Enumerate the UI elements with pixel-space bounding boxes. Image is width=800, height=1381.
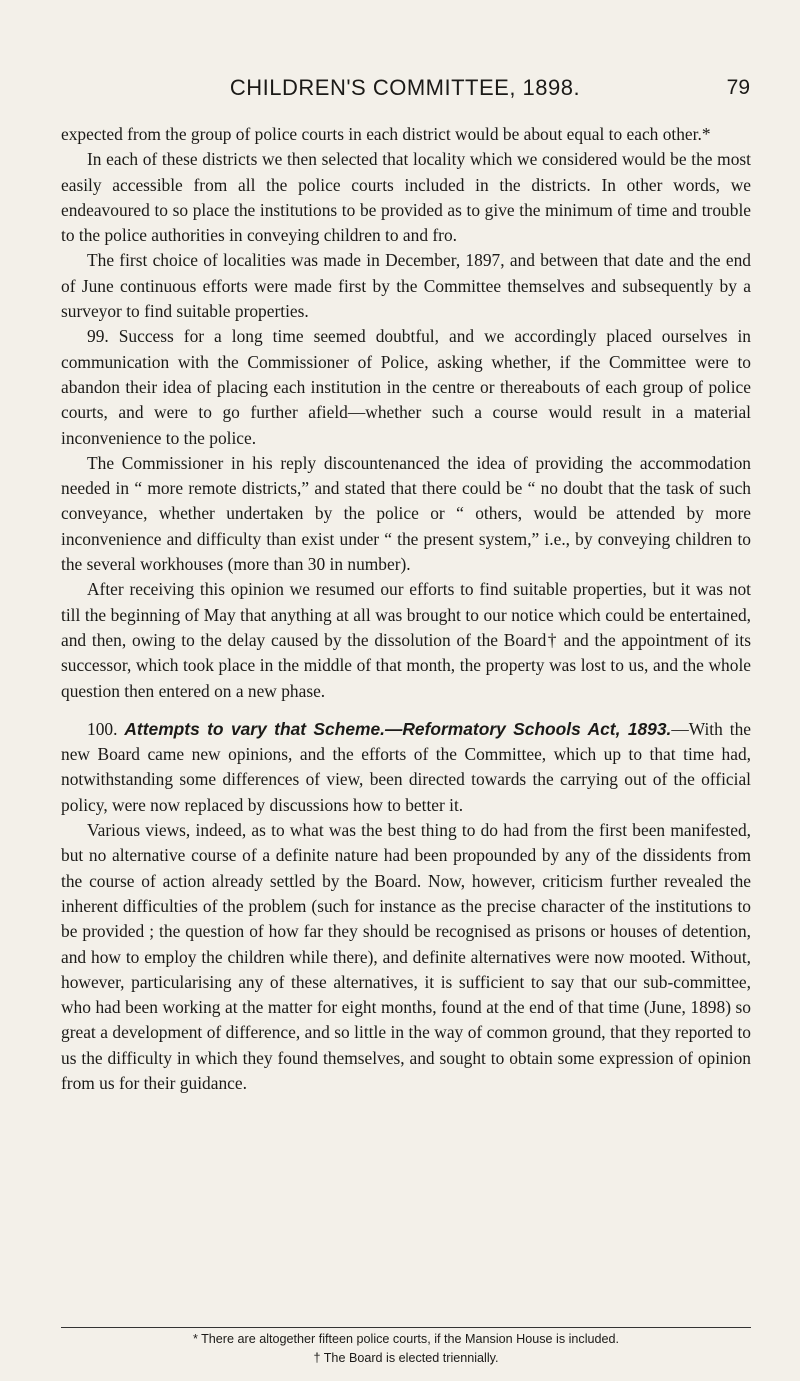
paragraph-99: 99. Success for a long time seemed doubtful, and we accordingly placed ourselves in communication with the Commissioner of Police, asking whether, if the Committee were to abandon their idea of placing each institution in the centre or thereabouts of each group of police courts, and were to go further afield—whether such a course would result in a material inconvenience to the police.: [61, 326, 751, 448]
footnotes: [61, 1330, 751, 1368]
section-heading: Attempts to vary that Scheme.—Reformatory Schools Act, 1893.: [124, 718, 672, 739]
footnote: * There are altogether fifteen police courts, if the Mansion House is included.: [192, 1332, 620, 1346]
paragraph: After receiving this opinion we resumed our efforts to find suitable properties, but it was not till the beginning of May that anything at all was brought to our notice which could be entertained, and then, owing to the delay caused by the dissolution of the Board† and the appointment of its successor, which took place in the middle of that month, the property was lost to us, and the whole question then entered on a new phase.: [61, 579, 751, 701]
paragraph: The first choice of localities was made in December, 1897, and between that date and the end of June continuous efforts were made first by the Committee themselves and subsequently by a surveyor to find suitable properties.: [61, 250, 751, 322]
paragraph: In each of these districts we then selected that locality which we considered would be the most easily accessible from all the police courts included in the districts. In other words, we endeavoured to so place the institutions to be provided as to give the minimum of time and trouble to the police authorities in conveying children to and fro.: [61, 149, 751, 246]
footnote-rule: [61, 1327, 751, 1328]
paragraph: expected from the group of police courts in each district would be about equal to each other.*: [61, 124, 711, 144]
footnote: † The Board is elected triennially.: [313, 1351, 499, 1365]
section-number: 100.: [87, 718, 118, 739]
paragraph: Various views, indeed, as to what was the best thing to do had from the first been manifested, but no alternative course of a definite nature had been propounded by any of the dissidents from the course of action already settled by the Board. Now, however, criticism further revealed the inherent difficulties of the problem (such for instance as the precise character of the institutions to be provided ; the question of how far they should be recognised as prisons or houses of detention, and how to employ the children while there), and definite alternatives were now mooted. Without, however, particularising any of these alternatives, it is sufficient to say that our sub-committee, who had been working at the matter for eight months, found at the end of that time (June, 1898) so great a development of difference, and so little in the way of common ground, that they reported to us the difficulty in which they found themselves, and sought to obtain some expression of opinion from us for their guidance.: [61, 820, 751, 1093]
paragraph-100: [61, 717, 751, 818]
section-text: —With the new Board came new opinions, and the efforts of the Committee, which up to that time had, notwithstanding some differences of view, been directed towards the carrying out of the official policy, were now replaced by discussions how to better it.: [61, 718, 751, 815]
body-text: [61, 122, 751, 1096]
page-number: 79: [726, 76, 750, 99]
running-title: CHILDREN'S COMMITTEE, 1898.: [229, 75, 581, 100]
paragraph: The Commissioner in his reply discountenanced the idea of providing the accommodation needed in “ more remote districts,” and stated that there could be “ no doubt that the task of such conveyance, whether undertaken by the police or “ others, would be attended by more inconvenience and difficulty than exist under “ the present system,” i.e., by conveying children to the several workhouses (more than 30 in number).: [61, 452, 751, 575]
page-header: [60, 68, 750, 108]
